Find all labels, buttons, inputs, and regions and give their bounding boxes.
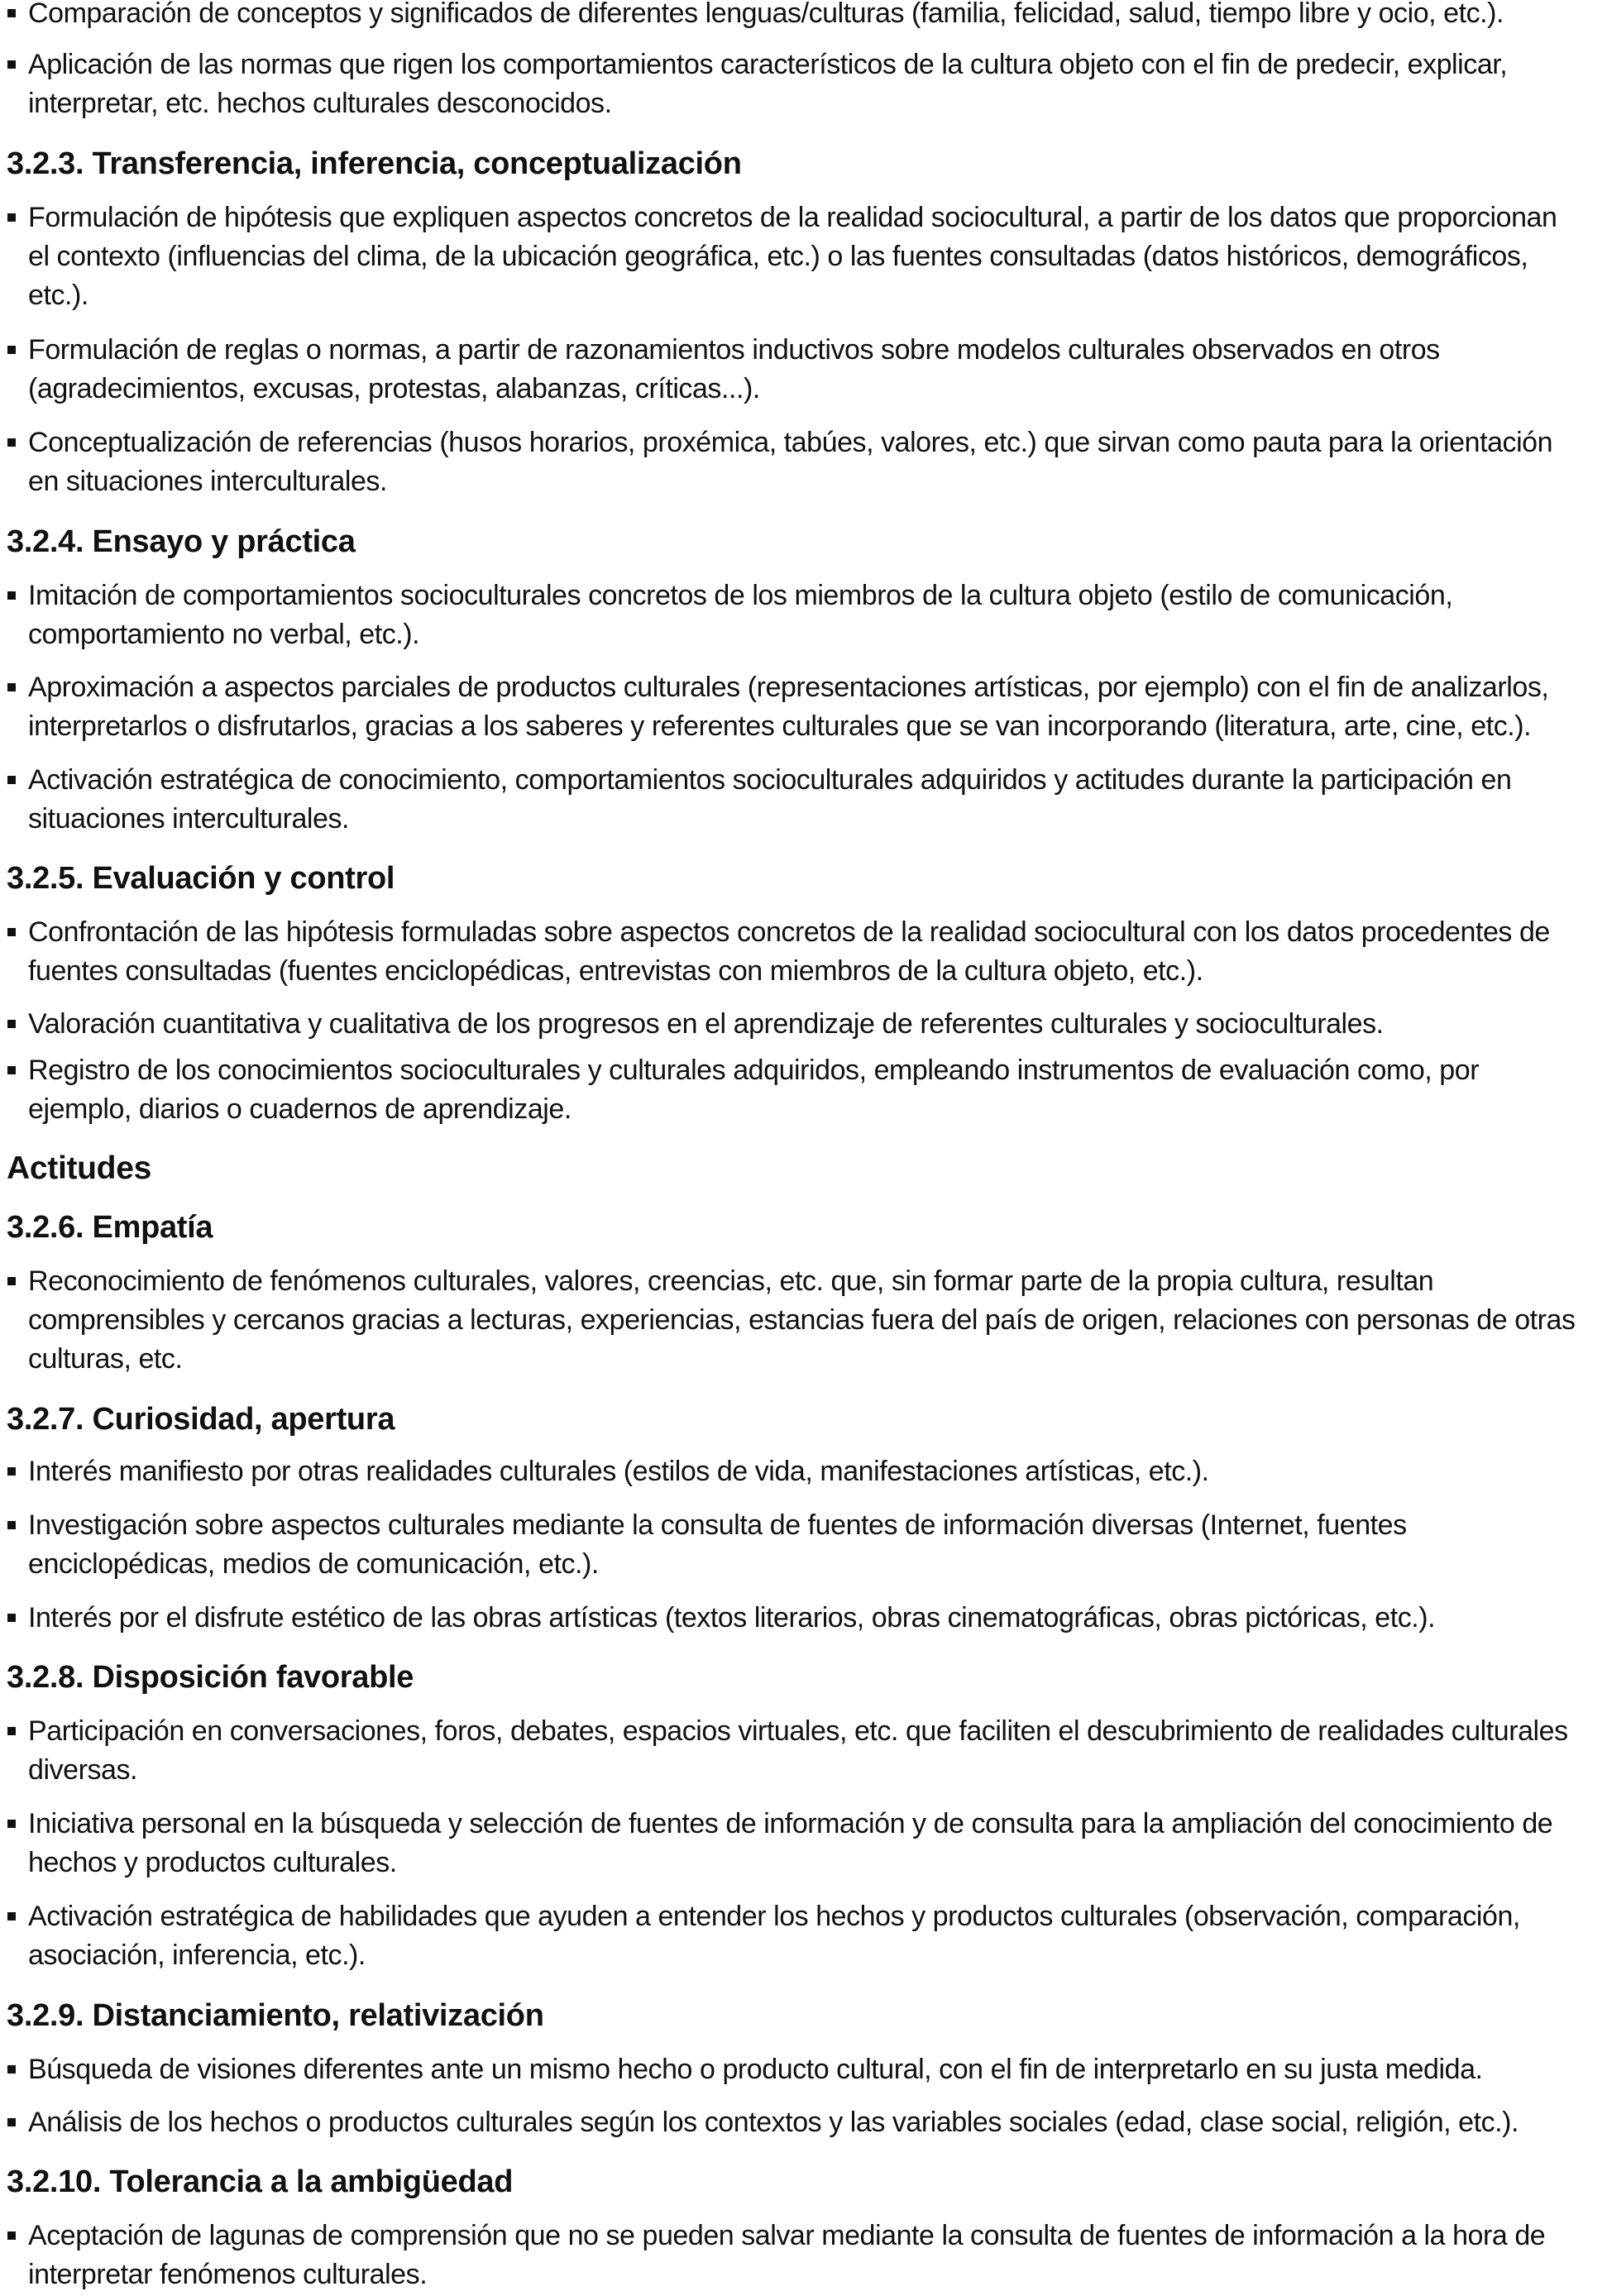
subsection-heading: 3.2.7. Curiosidad, apertura [7,1402,395,1437]
list-item: Formulación de reglas o normas, a partir de razonamientos inductivos sobre modelos culturales observados en otros (agradecimientos, excusas, protestas, alabanzas, críticas...). [7,331,1604,409]
section-heading: Actitudes [7,1150,151,1186]
list-item: Confrontación de las hipótesis formuladas sobre aspectos concretos de la realidad sociocultural con los datos procedentes de fuentes consultadas (fuentes enciclopédicas, entrevistas con miembros de la cultura objeto, etc.). [7,913,1604,991]
subsection-heading: 3.2.4. Ensayo y práctica [7,524,356,559]
list-item: Aplicación de las normas que rigen los comportamientos característicos de la cultura objeto con el fin de predecir, explicar, interpretar, etc. hechos culturales desconocidos. [7,45,1604,123]
list-item: Búsqueda de visiones diferentes ante un mismo hecho o producto cultural, con el fin de interpretarlo en su justa medida. [7,2050,1604,2089]
subsection-heading: 3.2.9. Distanciamiento, relativización [7,1998,544,2033]
subsection-heading: 3.2.5. Evaluación y control [7,861,395,896]
list-item: Conceptualización de referencias (husos horarios, proxémica, tabúes, valores, etc.) que sirvan como pauta para la orientación en situaciones interculturales. [7,423,1604,501]
list-item: Análisis de los hechos o productos culturales según los contextos y las variables sociales (edad, clase social, religión, etc.). [7,2103,1604,2142]
list-item: Iniciativa personal en la búsqueda y selección de fuentes de información y de consulta para la ampliación del conocimiento de hechos y productos culturales. [7,1805,1604,1882]
list-item: Participación en conversaciones, foros, debates, espacios virtuales, etc. que faciliten el descubrimiento de realidades culturales diversas. [7,1712,1604,1790]
list-item: Activación estratégica de habilidades que ayuden a entender los hechos y productos culturales (observación, comparación, asociación, inferencia, etc.). [7,1897,1604,1975]
subsection-heading: 3.2.10. Tolerancia a la ambigüedad [7,2164,514,2199]
list-item: Investigación sobre aspectos culturales mediante la consulta de fuentes de información diversas (Internet, fuentes enciclopédicas, medios de comunicación, etc.). [7,1506,1604,1584]
list-item: Comparación de conceptos y significados de diferentes lenguas/culturas (familia, felicidad, salud, tiempo libre y ocio, etc.). [7,0,1604,33]
list-item: Activación estratégica de conocimiento, comportamientos socioculturales adquiridos y actitudes durante la participación en situaciones interculturales. [7,761,1604,839]
subsection-heading: 3.2.3. Transferencia, inferencia, conceptualización [7,146,742,181]
list-item: Formulación de hipótesis que expliquen aspectos concretos de la realidad sociocultural, a partir de los datos que proporcionan el contexto (influencias del clima, de la ubicación geográfica, etc.) o las fuentes consultadas (datos históricos, demográficos, etc.). [7,199,1604,315]
subsection-heading: 3.2.8. Disposición favorable [7,1660,414,1695]
subsection-heading: 3.2.6. Empatía [7,1210,213,1245]
list-item: Registro de los conocimientos socioculturales y culturales adquiridos, empleando instrumentos de evaluación como, por ejemplo, diarios o cuadernos de aprendizaje. [7,1051,1604,1129]
list-item: Imitación de comportamientos socioculturales concretos de los miembros de la cultura objeto (estilo de comunicación, comportamiento no verbal, etc.). [7,576,1604,654]
list-item: Aceptación de lagunas de comprensión que no se pueden salvar mediante la consulta de fuentes de información a la hora de interpretar fenómenos culturales. [7,2217,1604,2294]
list-item: Valoración cuantitativa y cualitativa de los progresos en el aprendizaje de referentes culturales y socioculturales. [7,1005,1604,1044]
list-item: Aproximación a aspectos parciales de productos culturales (representaciones artísticas, por ejemplo) con el fin de analizarlos, interpretarlos o disfrutarlos, gracias a los saberes y referentes culturales que se van incorporando (literatura, arte, cine, etc.). [7,668,1604,746]
list-item: Interés por el disfrute estético de las obras artísticas (textos literarios, obras cinematográficas, obras pictóricas, etc.). [7,1599,1604,1638]
list-item: Interés manifiesto por otras realidades culturales (estilos de vida, manifestaciones artísticas, etc.). [7,1452,1604,1491]
list-item: Reconocimiento de fenómenos culturales, valores, creencias, etc. que, sin formar parte de la propia cultura, resultan comprensibles y cercanos gracias a lecturas, experiencias, estancias fuera del país de origen, relaciones con personas de otras culturas, etc. [7,1262,1604,1379]
